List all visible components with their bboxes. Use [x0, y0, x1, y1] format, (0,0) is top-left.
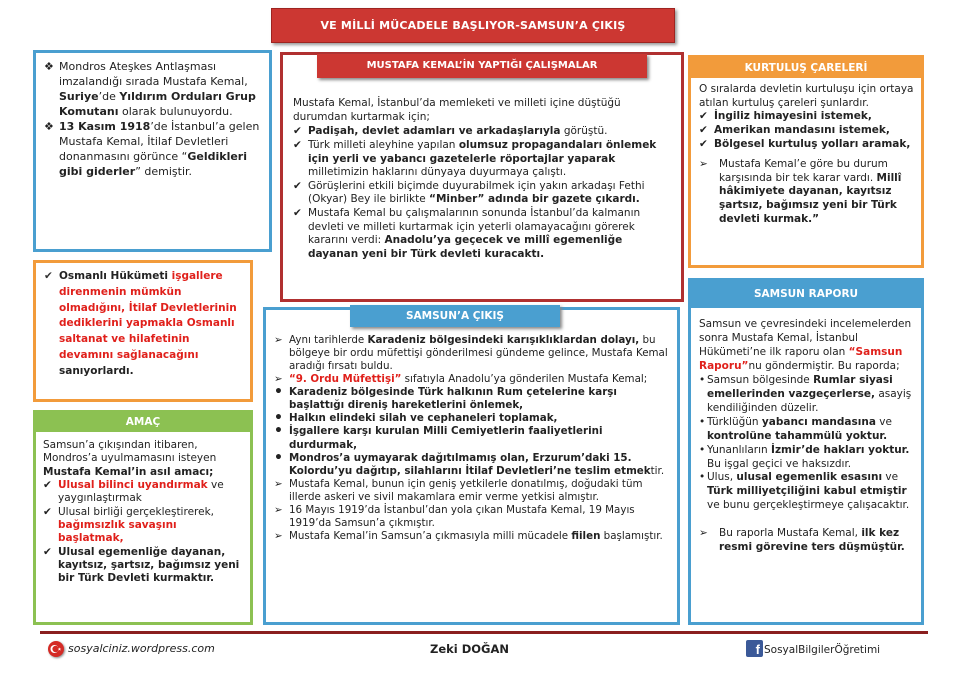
- rapor-item-text: [707, 471, 909, 511]
- samsun-item: [274, 449, 671, 478]
- rapor-conclusion: [699, 527, 915, 555]
- calismalar-item-text: [308, 207, 640, 260]
- samsun-title: SAMSUN’A ÇIKIŞ: [405, 310, 504, 322]
- text-segment: Karadeniz bölgesindeki karışıklıklardan dolayı,: [367, 334, 640, 346]
- mondros-item-text: [59, 60, 256, 118]
- dot-bullet-icon: •: [274, 384, 283, 401]
- rapor-intro: [699, 318, 915, 374]
- kurtulus-box: [688, 55, 924, 268]
- text-segment: Ulusal birliği gerçekleştirerek,: [58, 505, 214, 518]
- calismalar-list: [293, 125, 673, 261]
- text-segment: Mondros Ateşkes Antlaşması imzalandığı sırada Mustafa Kemal,: [59, 60, 248, 88]
- mondros-item-1: [44, 60, 263, 120]
- amac-title: AMAÇ: [125, 416, 161, 428]
- text-segment: işgallere direnmenin mümkün olmadığını, İtilaf Devletlerinin dediklerini yapmakla Osmanlı saltanat ve hilafetinin devamını sağlanacağını: [59, 270, 237, 361]
- samsun-item: [274, 504, 671, 530]
- text-segment: Türk milleti aleyhine yapılan: [308, 138, 459, 151]
- calismalar-item-text: [308, 125, 607, 137]
- amac-item: [43, 506, 244, 546]
- text-segment: Suriye: [59, 89, 99, 103]
- samsun-list: [274, 334, 671, 543]
- kurtulus-item-text: [714, 110, 872, 122]
- diamond-bullet-icon: ❖: [44, 119, 54, 133]
- text-segment: Geldikleri gibi giderler: [59, 149, 248, 178]
- samsun-item-text: [289, 412, 557, 424]
- text-segment: asayiş kendiliğinden düzelir.: [707, 387, 912, 414]
- samsun-header: [350, 305, 560, 327]
- check-bullet-icon: ✔: [293, 179, 302, 192]
- text-segment: görüştü.: [560, 125, 608, 138]
- kurtulus-intro: O sıralarda devletin kurtuluşu için ortaya atılan kurtuluş çareleri şunlardır.: [699, 83, 914, 109]
- samsun-item-text: [289, 334, 668, 372]
- samsun-item: [274, 334, 671, 373]
- calismalar-item-text: [308, 139, 656, 178]
- text-segment: Samsun bölgesinde: [707, 373, 814, 386]
- samsun-item-text: [289, 478, 643, 503]
- rapor-box: [688, 278, 924, 625]
- facebook-icon: f: [746, 640, 763, 657]
- text-segment: Osmanlı Hükümeti: [59, 270, 172, 282]
- arrow-bullet-icon: ➢: [274, 477, 283, 490]
- samsun-item-text: [289, 530, 663, 542]
- samsun-item-text: [289, 504, 635, 529]
- text-segment: bu bölgeye bir ordu müfettişi gönderilmesi gündeme gelince, Mustafa Kemal aradığı fırsatı buldu.: [289, 334, 668, 373]
- dot-bullet-icon: •: [699, 373, 706, 386]
- dot-bullet-icon: •: [274, 423, 283, 440]
- amac-item: [43, 546, 244, 586]
- text-segment: Bu işgal geçici ve haksızdır.: [707, 457, 852, 470]
- rapor-item: [699, 471, 915, 513]
- footer-right[interactable]: [746, 637, 880, 657]
- text-segment: sıfatıyla Anadolu’ya gönderilen Mustafa Kemal;: [401, 373, 648, 386]
- check-bullet-icon: ✔: [699, 137, 708, 150]
- text-segment: Aynı tarihlerde: [289, 334, 368, 346]
- calismalar-item: [293, 125, 673, 139]
- text-segment: tir.: [650, 464, 665, 477]
- text-segment: Mustafa Kemal, bunun için geniş yetkilerle donatılmış, doğudaki tüm illerde askeri ve sivil makamlara emir verme yetkisi almıştır.: [289, 477, 643, 503]
- kurtulus-item: [699, 124, 915, 138]
- text-segment: ve yaygınlaştırmak: [58, 478, 224, 505]
- text-segment: sanıyorlardı.: [59, 364, 134, 377]
- kurtulus-conclusion-list: [699, 158, 915, 226]
- text-segment: milletimizin haklarını dünyaya duyurmaya çalıştı.: [308, 166, 567, 179]
- arrow-bullet-icon: ➢: [274, 334, 283, 346]
- kurtulus-item-text: [714, 138, 910, 150]
- text-segment: Samsun ve çevresindeki incelemelerden sonra Mustafa Kemal, İstanbul Hükümeti’ne ilk raporu olan: [699, 318, 912, 358]
- text-segment: nu göndermiştir. Bu raporda;: [748, 359, 900, 372]
- osmanli-text: [59, 270, 237, 377]
- mondros-item-2: [44, 120, 263, 180]
- text-segment: İzmir’de hakları yoktur.: [771, 443, 910, 456]
- dot-bullet-icon: •: [699, 443, 706, 456]
- mondros-box: [33, 50, 272, 252]
- arrow-bullet-icon: ➢: [699, 527, 708, 540]
- rapor-item: [699, 416, 915, 444]
- amac-header: [36, 413, 250, 432]
- kurtulus-conclusion-text: [719, 158, 901, 225]
- text-segment: İşgallere karşı kurulan Milli Cemiyetlerin faaliyetlerini durdurmak,: [289, 425, 603, 451]
- rapor-item-text: [707, 444, 909, 470]
- kurtulus-list: [699, 110, 915, 151]
- amac-item-text: [58, 546, 239, 585]
- text-segment: Ulus,: [707, 471, 737, 484]
- samsun-item-text: [289, 452, 664, 477]
- text-segment: Bu raporla Mustafa Kemal,: [719, 527, 862, 540]
- rapor-item: [699, 444, 915, 472]
- text-segment: Türklüğün: [707, 415, 762, 428]
- text-segment: Ulusal egemenliğe dayanan, kayıtsız, şartsız, bağımsız yeni bir Türk Devleti kurmaktır.: [58, 545, 240, 585]
- calismalar-item: [293, 207, 673, 262]
- arrow-bullet-icon: ➢: [699, 158, 708, 171]
- page-title-banner: [271, 8, 675, 43]
- footer-line: [40, 631, 928, 634]
- text-segment: ve: [882, 471, 899, 484]
- text-segment: Mustafa Kemal’in Samsun’a çıkmasıyla milli mücadele: [289, 529, 572, 542]
- osmanli-item: [44, 269, 244, 379]
- text-segment: İngiliz himayesini istemek,: [714, 110, 872, 123]
- page-title: VE MİLLİ MÜCADELE BAŞLIYOR-SAMSUN’A ÇIKIŞ: [320, 19, 626, 32]
- rapor-conclusion-list: [699, 527, 915, 555]
- text-segment: bağımsızlık savaşını başlatmak,: [58, 518, 177, 545]
- check-bullet-icon: ✔: [293, 207, 302, 220]
- arrow-bullet-icon: ➢: [274, 529, 283, 542]
- text-segment: ’de İstanbul’a gelen Mustafa Kemal, İtilaf Devletleri donanmasını görünce “: [59, 119, 260, 163]
- text-segment: ilk kez resmi görevine ters düşmüştür.: [719, 527, 905, 554]
- rapor-list: [699, 374, 915, 514]
- check-bullet-icon: ✔: [699, 110, 708, 123]
- dot-bullet-icon: •: [274, 410, 283, 427]
- amac-item-text: [58, 506, 214, 545]
- kurtulus-title: KURTULUŞ ÇARELERİ: [744, 62, 868, 74]
- mondros-item-text: [59, 120, 259, 178]
- rapor-title: SAMSUN RAPORU: [753, 288, 859, 300]
- text-segment: Mondros’a uymayarak dağıtılmamış olan, Erzurum’daki 15. Kolordu’yu dağıtıp, silahlarını İtilaf Devletleri’ne teslim etmek: [289, 451, 651, 477]
- check-bullet-icon: ✔: [293, 138, 302, 151]
- text-segment: 16 Mayıs 1919’da İstanbul’dan yola çıkan Mustafa Kemal, 19 Mayıs 1919’da Samsun’a çıkmıştır.: [289, 503, 635, 529]
- check-bullet-icon: ✔: [43, 545, 52, 558]
- text-segment: Padişah, devlet adamları ve arkadaşlarıyla: [308, 125, 561, 138]
- text-segment: kontrolüne tahammülü yoktur.: [707, 429, 888, 442]
- calismalar-box: [280, 52, 684, 302]
- dot-bullet-icon: •: [699, 415, 706, 428]
- text-segment: ulusal egemenlik esasını: [736, 471, 883, 484]
- samsun-item: [274, 425, 671, 451]
- text-segment: Mustafa Kemal bu çalışmalarının sonunda İstanbul’da kalmanın devleti ve milleti kurtarmak için yeterli olamayacağını görerek kararını verdi:: [308, 207, 641, 247]
- check-bullet-icon: ✔: [293, 125, 302, 138]
- text-segment: Mustafa Kemal’in asıl amacı;: [43, 465, 214, 478]
- text-segment: ve: [875, 415, 892, 428]
- arrow-bullet-icon: ➢: [274, 373, 283, 386]
- osmanli-list: [44, 269, 244, 379]
- text-segment: “Samsun Raporu”: [699, 345, 903, 372]
- samsun-item: [274, 412, 671, 425]
- check-bullet-icon: ✔: [44, 270, 53, 282]
- text-segment: “9. Ordu Müfettişi”: [289, 373, 402, 386]
- text-segment: Türk milliyetçiliğini kabul etmiştir: [707, 485, 907, 498]
- footer-facebook-link[interactable]: SosyalBilgilerÖğretimi: [764, 643, 881, 656]
- kurtulus-item: [699, 110, 915, 124]
- amac-item-text: [58, 479, 224, 504]
- text-segment: Amerikan mandasını istemek,: [714, 123, 890, 136]
- amac-list: [43, 479, 244, 586]
- text-segment: olumsuz propagandaları önlemek için yerli ve yabancı gazetelerle röportajlar yaparak: [308, 138, 657, 165]
- calismalar-header: [317, 54, 647, 78]
- text-segment: Yıldırım Orduları Grup Komutanı: [59, 89, 256, 118]
- text-segment: Millî hâkimiyete dayanan, kayıtsız şartsız, bağımsız yeni bir Türk devleti kurmak.”: [719, 171, 902, 225]
- footer-author: Zeki DOĞAN: [430, 642, 510, 656]
- text-segment: Mustafa Kemal’e göre bu durum karşısında bir tek karar vardı.: [719, 158, 888, 184]
- samsun-item-text: [289, 425, 603, 450]
- rapor-item: [699, 374, 915, 416]
- text-segment: Ulusal bilinci uyandırmak: [58, 478, 208, 491]
- mondros-list: [44, 60, 263, 180]
- text-segment: ” demiştir.: [135, 164, 193, 178]
- osmanli-box: [33, 260, 253, 402]
- rapor-item-text: [707, 374, 911, 414]
- text-segment: Görüşlerini etkili biçimde duyurabilmek için yakın arkadaşı Fethi (Okyar) Bey ile birlikte: [308, 179, 645, 206]
- samsun-box: [263, 307, 680, 625]
- text-segment: Yunanlıların: [707, 443, 772, 456]
- kurtulus-item-text: [714, 124, 890, 136]
- calismalar-item: [293, 180, 673, 207]
- dot-bullet-icon: •: [274, 449, 283, 466]
- check-bullet-icon: ✔: [699, 123, 708, 136]
- samsun-item-text: [289, 386, 617, 411]
- rapor-header: [691, 281, 921, 308]
- samsun-item: [274, 478, 671, 504]
- check-bullet-icon: ✔: [43, 478, 52, 491]
- text-segment: ve bunu gerçekleştirmeye çalışacaktır.: [707, 499, 910, 512]
- text-segment: “Minber” adında bir gazete çıkardı.: [429, 193, 640, 206]
- text-segment: 13 Kasım 1918: [59, 119, 151, 133]
- samsun-item-text: [289, 373, 647, 385]
- rapor-conclusion-text: [719, 527, 905, 553]
- dot-bullet-icon: •: [699, 471, 706, 484]
- samsun-item: [274, 530, 671, 543]
- footer-left[interactable]: [48, 640, 215, 658]
- text-segment: Halkın elindeki silah ve cephaneleri toplamak,: [289, 412, 558, 425]
- calismalar-title: MUSTAFA KEMAL’İN YAPTIĞI ÇALIŞMALAR: [366, 60, 598, 71]
- calismalar-intro: Mustafa Kemal, İstanbul’da memleketi ve milleti içine düştüğü durumdan kurtarmak için;: [293, 97, 621, 123]
- text-segment: yabancı mandasına: [761, 415, 876, 428]
- footer-blog-link[interactable]: sosyalciniz.wordpress.com: [68, 642, 215, 656]
- text-segment: Bölgesel kurtuluş yolları aramak,: [714, 137, 911, 150]
- text-segment: ’de: [98, 89, 120, 103]
- amac-item: [43, 479, 244, 506]
- rapor-item-text: [707, 416, 892, 442]
- kurtulus-item: [699, 138, 915, 152]
- calismalar-item: [293, 139, 673, 180]
- arrow-bullet-icon: ➢: [274, 503, 283, 516]
- samsun-item: [274, 373, 671, 386]
- text-segment: fiilen: [571, 529, 601, 542]
- amac-intro: [43, 439, 244, 479]
- text-segment: Samsun’a çıkışından itibaren, Mondros’a uyulmamasını isteyen: [43, 439, 217, 465]
- text-segment: Karadeniz bölgesinde Türk halkının Rum çetelerine karşı başlattığı direniş hareketlerini önlemek,: [289, 386, 617, 412]
- kurtulus-conclusion: [699, 158, 915, 226]
- text-segment: başlamıştır.: [600, 529, 663, 542]
- calismalar-item-text: [308, 180, 645, 206]
- text-segment: Rumlar siyasi emellerinden vazgeçerlerse,: [707, 373, 893, 400]
- diamond-bullet-icon: ❖: [44, 60, 54, 73]
- check-bullet-icon: ✔: [43, 505, 52, 518]
- amac-box: [33, 410, 253, 625]
- text-segment: olarak bulunuyordu.: [118, 104, 233, 118]
- kurtulus-header: [691, 58, 921, 78]
- samsun-item: [274, 386, 671, 412]
- text-segment: Anadolu’ya geçecek ve millî egemenliğe dayanan yeni bir Türk devleti kuracaktı.: [308, 234, 623, 261]
- turkish-flag-icon: [48, 641, 64, 657]
